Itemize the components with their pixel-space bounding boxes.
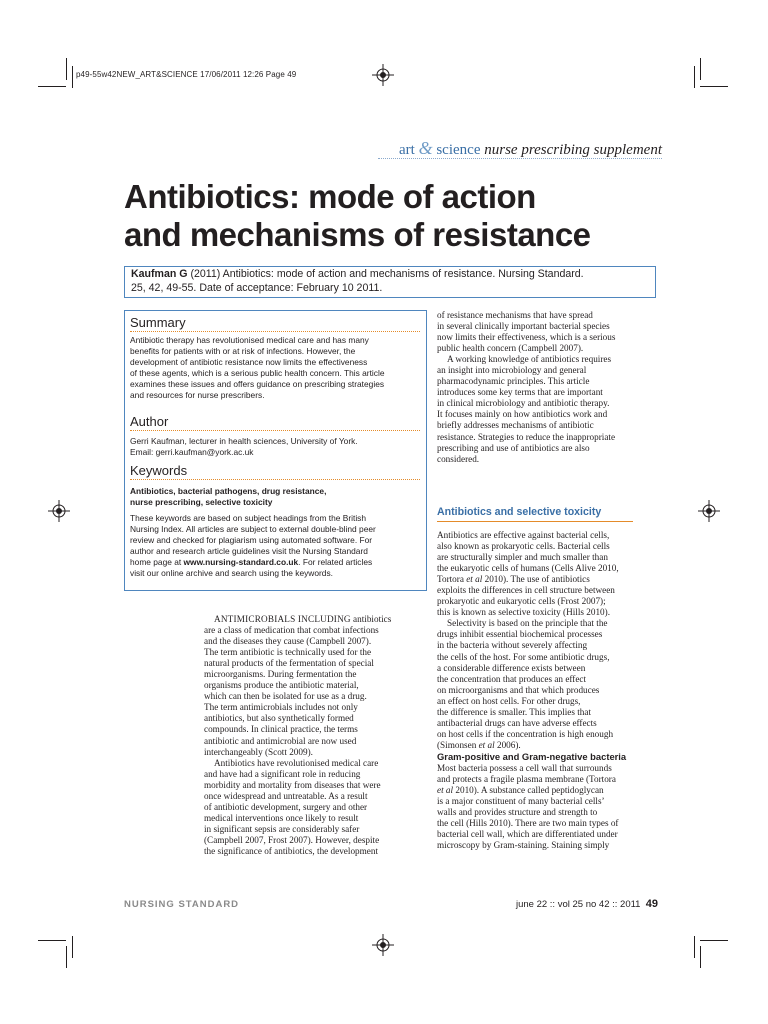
col2-p3b: 2010). A substance called peptidoglycan is a major constituent of many bacterial cells’ walls and provides structure and strength to the cell (Hills 2010). There are two main types of bacterial cell wall, which are differentiated under microscopy by Gram-staining. Staining simply xyxy=(437,785,619,851)
body-column-2-top xyxy=(437,310,615,465)
col2-p1b: 2010). The use of antibiotics exploits the differences in cell structure between prokaryotic and eukaryotic cells (Frost 2007); this is known as selective toxicity (Hills 2010). xyxy=(437,574,615,618)
col2-p2b: 2006). xyxy=(494,739,521,750)
col1-paragraph-1: antibiotics are a class of medication that combat infections and the diseases they cause (Campbell 2007). The term antibiotic is technically used for the natural products of the fermentation of special microorganisms. During fermentation the organisms produce the antibiotic material, which can then be isolated for use as a drug. The term antimicrobials includes not only antibiotics, but also synthetically formed compounds. In clinical practice, the terms antibiotic and antimicrobial are now used interchangeably (Scott 2009). xyxy=(204,614,392,757)
col2-p3a: Most bacteria possess a cell wall that surrounds and protects a fragile plasma membrane (Tortora xyxy=(437,762,616,785)
supplement-rule xyxy=(378,158,662,159)
section-heading-selective-toxicity: Antibiotics and selective toxicity xyxy=(437,506,633,522)
keywords-note xyxy=(130,513,424,580)
footer-journal: NURSING STANDARD xyxy=(124,899,240,910)
drop-caps-lead: ANTIMICROBIALS INCLUDING xyxy=(214,614,351,624)
article-title xyxy=(124,178,684,254)
supplement-art: art xyxy=(399,142,415,158)
col2-paragraph-2: A working knowledge of antibiotics requires an insight into microbiology and general pharmacodynamic principles. This article introduces some key terms that are important in clinical microbiology and antibiotic therapy. It focuses mainly on how antibiotics work and briefly addresses mechanisms of antibiotic resistance. Strategies to reduce the inappropriate prescribing and use of antibiotics are also considered. xyxy=(437,354,616,464)
citation-text: (2011) Antibiotics: mode of action and mechanisms of resistance. Nursing Standard. xyxy=(187,268,584,280)
citation-box xyxy=(124,266,656,298)
col2-p1a: Antibiotics are effective against bacterial cells, also known as prokaryotic cells. Bacterial cells are structurally simpler and much smaller than the eukaryotic cells of humans (Cells Alive 2010, Tortora xyxy=(437,530,619,585)
registration-mark-icon xyxy=(698,500,720,522)
citation-line-2: 25, 42, 49-55. Date of acceptance: February 10 2011. xyxy=(131,282,383,294)
author-heading: Author xyxy=(130,414,420,431)
et-al: et al xyxy=(478,739,495,750)
et-al: et al xyxy=(466,574,483,585)
citation-author: Kaufman G xyxy=(131,268,188,280)
body-column-1 xyxy=(204,614,391,857)
summary-heading: Summary xyxy=(130,315,420,332)
col2-paragraph-1: of resistance mechanisms that have spread in several clinically important bacterial species now limits their effectiveness, which is a serious public health concern (Campbell 2007). xyxy=(437,310,616,354)
et-al: et al xyxy=(437,785,454,796)
supplement-rest: nurse prescribing supplement xyxy=(480,142,662,158)
registration-mark-icon xyxy=(372,64,394,86)
nursing-standard-link[interactable]: www.nursing-standard.co.uk xyxy=(183,557,299,568)
footer-issue xyxy=(516,898,658,910)
supplement-ampersand: & xyxy=(418,138,433,158)
col1-paragraph-2: Antibiotics have revolutionised medical care and have had a significant role in reducing morbidity and mortality from diseases that were once widespread and untreatable. As a result of antibiotic development, surgery and other medical interventions once likely to result in significant sepsis are considerably safer (Campbell 2007, Frost 2007). However, despite the significance of antibiotics, the development xyxy=(204,757,381,856)
body-column-2-bottom xyxy=(437,530,626,851)
registration-mark-icon xyxy=(372,934,394,956)
registration-mark-icon xyxy=(48,500,70,522)
keywords-note-a: These keywords are based on subject headings from the British Nursing Index. All articles are subject to external double-blind peer review and checked for plagiarism using automated software. For author and research article guidelines visit the Nursing Standard home page at xyxy=(130,513,376,568)
subheading-gram-bacteria: Gram-positive and Gram-negative bacteria xyxy=(437,750,627,762)
page-number: 49 xyxy=(645,898,658,910)
supplement-label xyxy=(399,138,662,159)
print-slug: p49-55w42NEW_ART&SCIENCE 17/06/2011 12:26 Page 49 xyxy=(76,70,297,79)
summary-body: Antibiotic therapy has revolutionised medical care and has many benefits for patients with or at risk of infections. However, the development of antibiotic resistance now limits the effectiveness of these agents, which is a serious public health concern. This article examines these issues and offers guidance on prescribing strategies and resources for nurse prescribers. xyxy=(130,335,385,401)
footer-issue-text: june 22 :: vol 25 no 42 :: 2011 xyxy=(515,899,641,910)
supplement-science: science xyxy=(436,142,481,158)
keywords-heading: Keywords xyxy=(130,463,420,480)
title-line-1: Antibiotics: mode of action xyxy=(124,178,536,215)
summary-box xyxy=(124,310,427,591)
keywords-list: Antibiotics, bacterial pathogens, drug resistance, nurse prescribing, selective toxicity xyxy=(130,486,327,508)
col2-p2a: Selectivity is based on the principle that the drugs inhibit essential biochemical processes in the bacteria without severely affecting the cells of the host. For some antibiotic drugs, a considerable difference exists between the concentration that produces an effect on microorganisms and that which produces an effect on host cells. For other drugs, the difference is smaller. This implies that antibacterial drugs can have adverse effects on host cells if the concentration is high enough (Simonsen xyxy=(437,618,614,750)
title-line-2: and mechanisms of resistance xyxy=(124,216,591,253)
keywords-note-b: . For related articles visit our online archive and search using the keywords. xyxy=(130,557,373,579)
author-body: Gerri Kaufman, lecturer in health sciences, University of York. Email: gerri.kaufman@york.ac.uk xyxy=(130,436,358,458)
